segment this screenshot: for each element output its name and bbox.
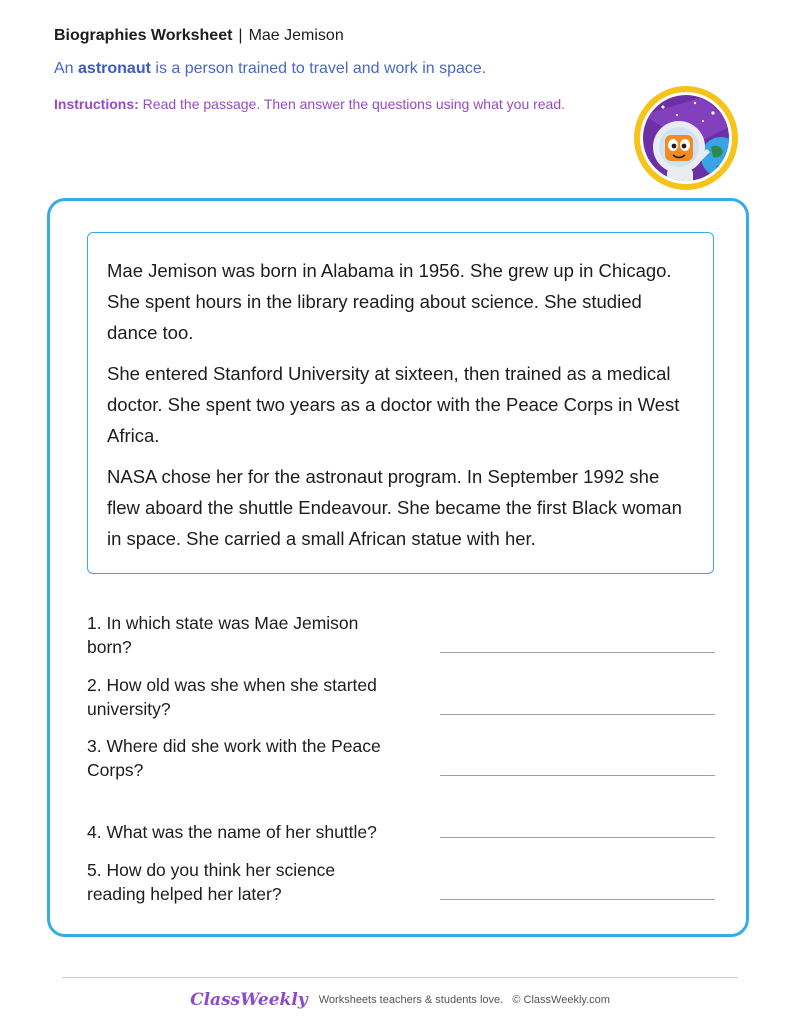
answer-line[interactable]	[440, 837, 715, 838]
worksheet-title: Biographies Worksheet	[54, 27, 233, 44]
instructions-label: Instructions:	[54, 96, 139, 112]
worksheet-header	[54, 27, 344, 45]
passage-paragraph: NASA chose her for the astronaut program. In September 1992 she flew aboard the shuttle Endeavour. She became the first Black woman in space. She carried a small African statue with her.	[107, 466, 682, 549]
footer-copyright: © ClassWeekly.com	[512, 994, 610, 1006]
worksheet-topic: Mae Jemison	[248, 27, 344, 44]
question-row	[87, 734, 715, 794]
answer-line[interactable]	[440, 652, 715, 653]
passage-paragraph: She entered Stanford University at sixteen, then trained as a medical doctor. She spent two years as a doctor with the Peace Corps in West Africa.	[107, 363, 680, 446]
answer-line[interactable]	[440, 714, 715, 715]
question-row	[87, 673, 715, 733]
reading-passage	[87, 232, 714, 574]
footer-divider	[62, 977, 738, 978]
header-separator: |	[238, 27, 243, 44]
question-text: 1. In which state was Mae Jemison born?	[87, 613, 359, 657]
answer-line[interactable]	[440, 775, 715, 776]
answer-line[interactable]	[440, 899, 715, 900]
passage-paragraph: Mae Jemison was born in Alabama in 1956. She grew up in Chicago. She spent hours in the library reading about science. She studied dance too.	[107, 260, 672, 343]
question-row	[87, 858, 715, 918]
question-text: 5. How do you think her science reading helped her later?	[87, 860, 336, 904]
footer-tagline: Worksheets teachers & students love.	[318, 994, 504, 1006]
question-text: 3. Where did she work with the Peace Corps?	[87, 736, 381, 780]
footer	[0, 990, 800, 1010]
astronaut-character-icon	[633, 85, 739, 191]
vocabulary-definition	[54, 60, 486, 78]
instructions	[54, 93, 584, 115]
question-row	[87, 611, 715, 671]
brand-logo[interactable]: ClassWeekly	[190, 990, 308, 1010]
instructions-text: Read the passage. Then answer the questions using what you read.	[142, 96, 566, 112]
definition-term: astronaut	[78, 60, 151, 77]
question-text: 4. What was the name of her shuttle?	[87, 822, 377, 842]
definition-text: is a person trained to travel and work in space.	[155, 60, 487, 77]
definition-prefix: An	[54, 60, 74, 77]
question-text: 2. How old was she when she started university?	[87, 675, 377, 719]
